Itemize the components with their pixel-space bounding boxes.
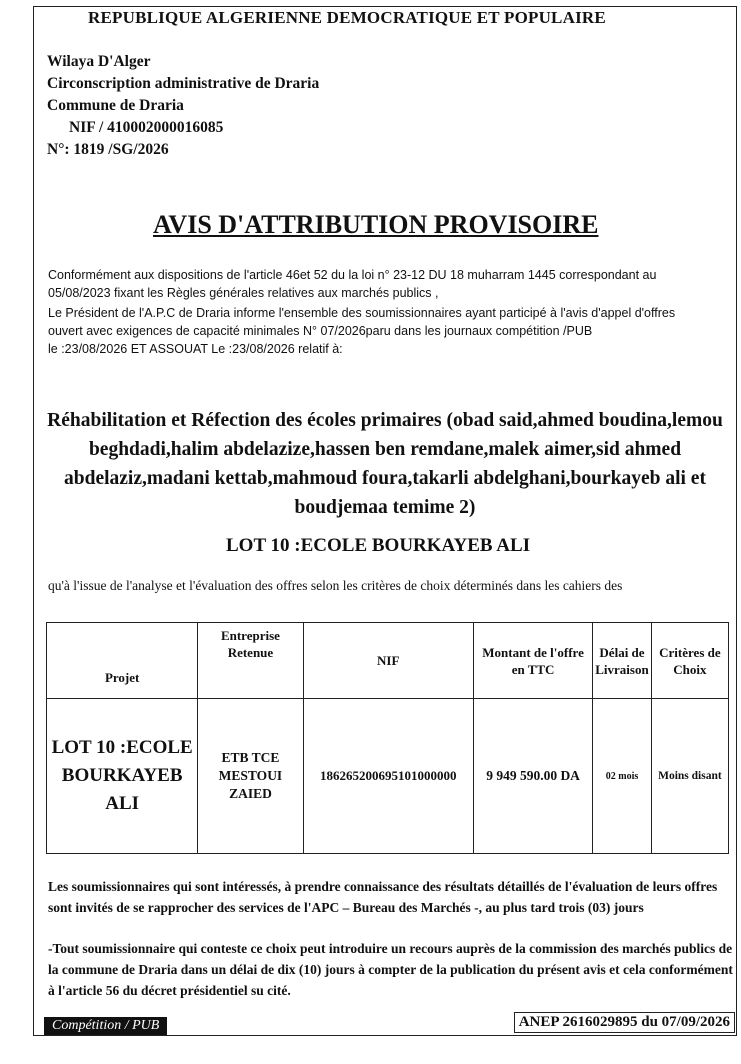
paragraph-line-1: Conformément aux dispositions de l'article 46et 52 du la loi n° 23-12 DU 18 muharram 1445 correspondant au: [48, 268, 657, 282]
publication-badge: Compétition / PUB: [44, 1017, 167, 1035]
results-table: [46, 622, 729, 854]
legal-paragraph: [48, 266, 728, 358]
notice-paragraph: Les soumissionnaires qui sont intéressés, à prendre connaissance des résultats détaillés de l'évaluation de leurs offres sont invités de se rapprocher des services de l'APC – Bureau des Marchés -, au plus tard trois (03) jours: [48, 879, 718, 915]
header-nif: NIF: [303, 623, 473, 699]
cell-entreprise: ETB TCE MESTOUI ZAIED: [198, 699, 303, 854]
circonscription-line: Circonscription administrative de Draria: [47, 75, 320, 92]
commune-line: Commune de Draria: [47, 97, 184, 114]
cell-projet: LOT 10 :ECOLE BOURKAYEB ALI: [47, 699, 198, 854]
wilaya-line: Wilaya D'Alger: [47, 53, 151, 70]
table-row: [47, 699, 729, 854]
lot-heading: LOT 10 :ECOLE BOURKAYEB ALI: [226, 535, 531, 556]
nif-line: NIF / 410002000016085: [69, 119, 224, 136]
cell-nif: 186265200695101000000: [303, 699, 473, 854]
appeal-paragraph: -Tout soumissionnaire qui conteste ce choix peut introduire un recours auprès de la commission des marchés publics de la commune de Draria dans un délai de dix (10) jours à compter de la publication du présent avis et cela conformément à l'article 56 du décret présidentiel su cité.: [48, 941, 733, 998]
republic-heading: REPUBLIQUE ALGERIENNE DEMOCRATIQUE ET POPULAIRE: [88, 8, 606, 27]
header-projet: Projet: [47, 623, 198, 699]
page-title: AVIS D'ATTRIBUTION PROVISOIRE: [153, 210, 599, 239]
header-montant: Montant de l'offre en TTC: [473, 623, 592, 699]
header-delai: Délai de Livraison: [593, 623, 652, 699]
table-header-row: [47, 623, 729, 699]
paragraph-line-2: 05/08/2023 fixant les Règles générales relatives aux marchés publics ,: [48, 286, 439, 300]
paragraph-line-3: Le Président de l'A.P.C de Draria informe l'ensemble des soumissionnaires ayant participé à l'avis d'appel d'offres: [48, 306, 676, 320]
cell-delai: 02 mois: [593, 699, 652, 854]
market-object: Réhabilitation et Réfection des écoles primaires (obad said,ahmed boudina,lemou beghdadi,halim abdelazize,hassen ben remdane,malek aimer,sid ahmed abdelaziz,madani kettab,mahmoud foura,takarli abdelghani,bourkayeb ali et boudjemaa temime 2): [47, 410, 723, 518]
header-entreprise: Entreprise Retenue: [198, 623, 303, 699]
reference-number: N°: 1819 /SG/2026: [47, 141, 169, 158]
paragraph-line-4: ouvert avec exigences de capacité minimales N° 07/2026paru dans les journaux compétition /PUB: [48, 324, 593, 338]
header-criteres: Critères de Choix: [651, 623, 728, 699]
evaluation-intro: qu'à l'issue de l'analyse et l'évaluation des offres selon les critères de choix déterminés dans les cahiers des: [48, 578, 623, 593]
cell-criteres: Moins disant: [651, 699, 728, 854]
anep-reference: ANEP 2616029895 du 07/09/2026: [514, 1012, 735, 1033]
paragraph-line-5: le :23/08/2026 ET ASSOUAT Le :23/08/2026 relatif à:: [48, 342, 343, 356]
cell-montant: 9 949 590.00 DA: [473, 699, 592, 854]
